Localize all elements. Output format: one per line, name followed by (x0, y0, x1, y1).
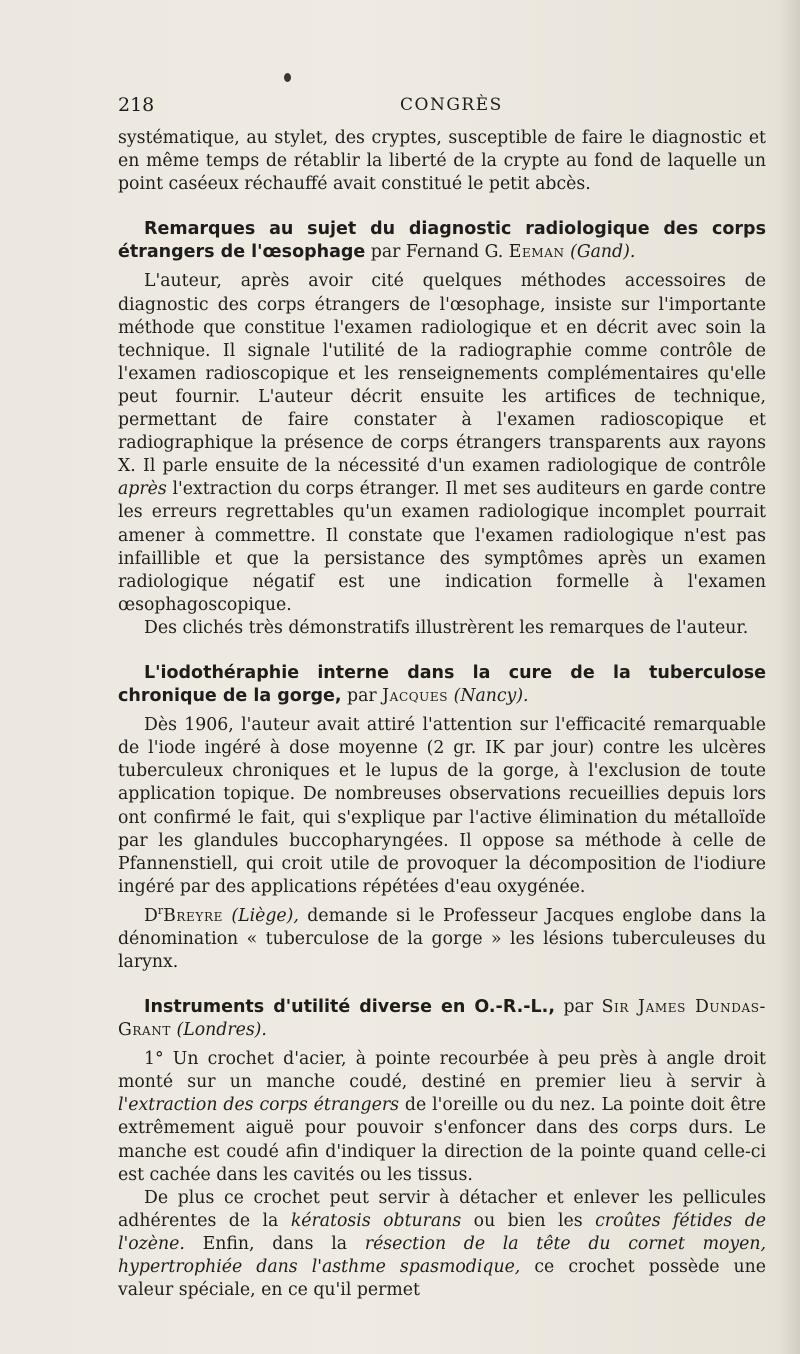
paragraph (118, 1048, 766, 1187)
paragraph (118, 270, 766, 616)
text-run: De plus ce crochet peut servir à détacher et enlever les pellicules adhérentes de la (118, 1187, 766, 1231)
section-title: Remarques au sujet du diagnostic radiologique des corps étrangers de l'œsophage (118, 219, 766, 263)
emphasis: l'extraction des corps étrangers (118, 1095, 399, 1116)
text-run: ou bien les (473, 1210, 583, 1231)
section-heading-radiology (118, 218, 766, 264)
author-place: (Nancy). (453, 686, 529, 707)
title-abbrev: D (144, 905, 158, 926)
byline-prefix: par Fernand G. (370, 242, 504, 263)
section-heading-iodotherapy (118, 662, 766, 708)
page-header (118, 94, 758, 122)
speaker-place: (Liège), (231, 905, 299, 926)
section-title: L'iodothéraphie interne dans la cure de la tuberculose chronique de la gorge, (118, 662, 766, 707)
emphasis: croûtes fétides de l'ozène. (118, 1210, 766, 1254)
emphasis: résection de la tête du cornet moyen, hypertrophiée dans l'asthme spasmodique, (118, 1233, 767, 1277)
ink-dot (284, 73, 291, 82)
speaker-name: Breyre (163, 905, 223, 926)
byline-prefix: par (347, 686, 377, 707)
running-title: CONGRÈS (400, 95, 503, 115)
author-place: (Londres). (176, 1020, 267, 1041)
text-run: Enfin, dans la (202, 1233, 348, 1254)
text-run: 1° Un crochet d'acier, à pointe recourbée à peu près à angle droit monté sur un manche coudé, destiné en premier lieu à servir à (118, 1049, 766, 1093)
text-run: L'auteur, après avoir cité quelques méthodes accessoires de diagnostic des corps étrangers de l'œsophage, insiste sur l'importante méthode que constitue l'examen radiologique et en décrit avec soin la technique. Il signale l'utilité de la radiographie comme contrôle de l'examen radioscopique et les renseignements complémentaires qu'elle peut fournir. L'auteur décrit ensuite les artifices de technique, permettant de faire constater à l'examen radioscopique et radiographique la présence de corps étrangers transparents aux rayons X. Il parle ensuite de la nécessité d'un examen radiologique de contrôle (118, 271, 766, 477)
text-run: l'extraction du corps étranger. Il met ses auditeurs en garde contre les erreurs regrettables qu'un examen radiologique incomplet pourrait amener à commettre. Il constate que l'examen radiologique n'est pas infaillible et que la persistance des symptômes après un examen radiologique négatif est une indication formelle à l'examen œsophagoscopique. (118, 479, 766, 615)
paragraph: Des clichés très démonstratifs illustrèrent les remarques de l'auteur. (144, 617, 749, 638)
paragraph (118, 899, 766, 974)
title-abbrev-sup: r (157, 903, 164, 917)
byline-prefix: par (563, 996, 594, 1017)
text-run: de l'oreille ou du nez. La pointe doit être extrêmement aiguë pour pouvoir s'enfoncer dans des corps durs. Le manche est coudé afin d'indiquer la direction de la pointe quand celle-ci est cachée dans les cavités ou les tissus. (118, 1095, 766, 1185)
author-name: Eeman (508, 242, 565, 263)
page-edge-shadow (778, 0, 800, 1354)
text-run: ce crochet possède une valeur spéciale, en ce qu'il permet (118, 1256, 766, 1301)
page-content (118, 127, 766, 1302)
emphasis: après (118, 479, 167, 500)
text-run: demande si le Professeur Jacques englobe dans la dénomination « tuberculose de la gorge » les lésions tuberculeuses du larynx. (118, 905, 766, 972)
author-place: (Gand). (570, 242, 636, 263)
author-name: Jacques (382, 686, 449, 707)
paragraph (118, 1187, 766, 1302)
section-heading-instruments (118, 996, 766, 1042)
author-name: Sir James Dundas-Grant (118, 996, 766, 1041)
page-number: 218 (118, 94, 155, 116)
paragraph: Dès 1906, l'auteur avait attiré l'attention sur l'efficacité remarquable de l'iode ingéré à dose moyenne (2 gr. IK par jour) contre les ulcères tuberculeux chroniques et le lupus de la gorge, à l'exclusion de toute application topique. De nombreuses observations recueillies depuis lors ont confirmé le fait, qui s'explique par l'active élimination du métalloïde par les glandules buccopharyngées. Il oppose sa méthode à celle de Pfannenstiell, qui croit utile de provoquer la décomposition de l'iodiure ingéré par des applications répétées d'eau oxygénée. (118, 715, 766, 897)
intro-paragraph: systématique, au stylet, des cryptes, susceptible de faire le diagnostic et en même temps de rétablir la liberté de la crypte au fond de laquelle un point caséeux réchauffé avait constitué le petit abcès. (118, 128, 766, 195)
emphasis: kératosis obturans (290, 1210, 462, 1231)
section-title: Instruments d'utilité diverse en O.-R.-L., (144, 996, 555, 1017)
